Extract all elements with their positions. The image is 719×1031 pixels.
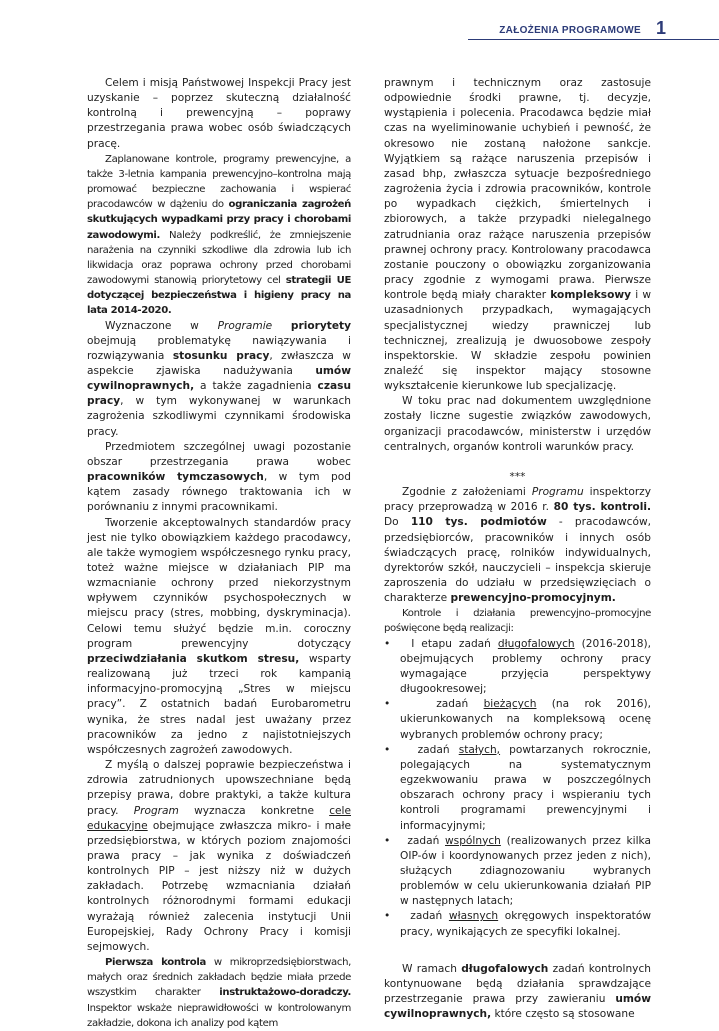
bullet-icon: • bbox=[384, 910, 391, 923]
paragraph-statistics: Zgodnie z założeniami Programu inspektorzy pracy przeprowadzą w 2016 r. 80 tys. kontroli. Do 110 tys. podmiotów - pracodawców, przedsiębiorców, pracowników i innych osób świadczących pracę, rolników indywidualnych, dyrektorów szkół, nauczycieli – inspekcja skieruje zaproszenia do udziału w przedsięwzięciach o charakterze prewencyjno-promocyjnym. bbox=[384, 486, 651, 605]
list-item: • zadań wspólnych (realizowanych przez kilka OIP-ów i koordynowanych przez jeden z nich), służących zdiagnozowaniu wybranych problemów w celu ukierunkowania działań PIP w następnych latach; bbox=[384, 834, 652, 908]
paragraph-continuation: prawnym i technicznym oraz zastosuje odpowiednie środki prawne, tj. decyzje, wystąpienia i polecenia. Pracodawca będzie miał czas na wyeliminowanie uchybień i pewność, że okresowo nie zostaną nałożone sankcje. Wyjątkiem są rażące naruszenia przepisów i zasad bhp, zwłaszcza sytuacje bezpośredniego zagrożenia życia i zdrowia pracowników, kontrole po wypadkach ciężkich, śmiertelnych i zbiorowych, a także przypadki nielegalnego zatrudniania oraz rażące naruszenia przepisów prawnej ochrony pracy. Kontrolowany pracodawca zostanie pouczony o obowiązku zorganizowania pracy zgodnie z wymogami prawa. Pierwsze kontrole będą miały charakter kompleksowy i w uzasadnionych przypadkach, wymagających specjalistycznej wiedzy prawniczej lub technicznej, zrealizują je dwuosobowe zespoły inspektorskie. W składzie zespołu powinien znaleźć się inspektor mający stosowne wykształcenie kierunkowe lub specjalizację. bbox=[384, 77, 651, 393]
section-title: ZAŁOŻENIA PROGRAMOWE bbox=[499, 25, 641, 36]
paragraph-mission: Celem i misją Państwowej Inspekcji Pracy jest uzyskanie – poprzez skuteczną działalność kontrolną i prewencyjną – poprawy przestrzegania prawa wobec osób świadczących pracę. bbox=[87, 77, 351, 150]
running-header bbox=[468, 8, 719, 46]
list-item: • I etapu zadań długofalowych (2016-2018), obejmujących problemy ochrony pracy wymagające przyjęcia perspektywy długookresowej; bbox=[384, 637, 651, 696]
paragraph-planned-controls: Zaplanowane kontrole, programy prewencyjne, a także 3-letnia kampania prewencyjno–kontrolna mają promować bezpieczne zachowania i wspierać pracodawców w dążeniu do ograniczania zagrożeń skutkujących wypadkami przy pracy i chorobami zawodowymi. Należy podkreślić, że zmniejszenie narażenia na czynniki szkodliwe dla zdrowia lub ich likwidacja oraz poprawa ochrony przed chorobami zawodowymi stanowią priorytetowy cel strategii UE dotyczącej bezpieczeństwa i higieny pracy na lata 2014-2020. bbox=[87, 153, 351, 317]
list-item: • zadań bieżących (na rok 2016), ukierunkowanych na kompleksową ocenę wybranych problemów ochrony pracy; bbox=[384, 698, 651, 741]
page-number: 1 bbox=[655, 18, 666, 38]
paragraph-stress: Tworzenie akceptowalnych standardów pracy jest nie tylko obowiązkiem każdego pracodawcy, ale także wymogiem współczesnego rynku pracy, toteż ważne miejsce w działaniach PIP ma wzmacnianie ochrony przed niekorzystnym wpływem czynników psychospołecznych w miejscu pracy (stres, mobbing, dyskryminacja). Celowi temu służyć będzie m.in. coroczny program prewencyjny dotyczący przeciwdziałania skutkom stresu, wsparty realizowaną już trzeci rok kampanią informacyjno-promocyjną „Stres w miejscu pracy”. Z ostatnich badań Eurobarometru wynika, że stres nadal jest uważany przez pracowników za jedno z najistotniejszych współczesnych zagrożeń zawodowych. bbox=[87, 516, 351, 756]
paragraph-tasks-intro: Kontrole i działania prewencyjno–promocyjne poświęcone będą realizacji: bbox=[384, 608, 651, 635]
list-item: • zadań stałych, powtarzanych rokrocznie, polegających na systematycznym egzekwowaniu prawa w poszczególnych obszarach ochrony pracy i wspieraniu tych kontroli programami prewencyjnymi i informacyjnymi; bbox=[384, 743, 652, 832]
bullet-icon: • bbox=[384, 698, 391, 711]
bullet-icon: • bbox=[384, 743, 391, 756]
paragraph-first-control: Pierwsza kontrola w mikroprzedsiębiorstwach, małych oraz średnich zakładach będzie miała przede wszystkim charakter instruktażowo-doradczy. Inspektor wskaże nieprawidłowości w kontrolowanym zakładzie, dokona ich analizy pod kątem bbox=[87, 957, 351, 1029]
bullet-icon: • bbox=[384, 637, 391, 650]
bullet-icon: • bbox=[384, 834, 391, 847]
header-rule bbox=[468, 39, 719, 40]
list-item: • zadań własnych okręgowych inspektoratów pracy, wynikających ze specyfiki lokalnej. bbox=[384, 910, 651, 938]
section-separator: *** bbox=[509, 470, 526, 483]
paragraph-consultations: W toku prac nad dokumentem uwzględnione zostały liczne sugestie związków zawodowych, organizacji pracodawców, ministerstw i urzędów centralnych, organów kontroli warunków pracy. bbox=[384, 395, 651, 453]
left-column bbox=[87, 76, 351, 1031]
paragraph-priorities: Wyznaczone w Programie priorytety obejmują problematykę nawiązywania i rozwiązywania stosunku pracy, zwłaszcza w aspekcie zjawiska nadużywania umów cywilnoprawnych, a także zagadnienia czasu pracy, w tym wykonywanej w warunkach zagrożenia szkodliwymi czynnikami środowiska pracy. bbox=[87, 319, 351, 438]
paragraph-education: Z myślą o dalszej poprawie bezpieczeństwa i zdrowia zatrudnionych upowszechniane będą przepisy prawa, dobre praktyki, a także kultura pracy. Program wyznacza konkretne cele edukacyjne obejmujące zwłaszcza mikro- i małe przedsiębiorstwa, w których poziom znajomości prawa pracy – jak wynika z doświadczeń kontrolnych PIP – jest niższy niż w dużych zakładach. Potrzebę wzmacniania działań kontrolnych różnorodnymi formami edukacji wyrażają również zalecenia instytucji Unii Europejskiej, Rady Ochrony Pracy i komisji sejmowych. bbox=[87, 759, 351, 953]
paragraph-long-term: W ramach długofalowych zadań kontrolnych kontynuowane będą działania sprawdzające przestrzeganie prawa przy zawieraniu umów cywilnoprawnych, które często są stosowane bbox=[384, 962, 651, 1021]
paragraph-temporary-workers: Przedmiotem szczególnej uwagi pozostanie obszar przestrzegania prawa wobec pracowników tymczasowych, w tym pod kątem zasady równego traktowania ich w porównaniu z innymi pracownikami. bbox=[87, 440, 351, 514]
right-column bbox=[384, 76, 651, 1022]
